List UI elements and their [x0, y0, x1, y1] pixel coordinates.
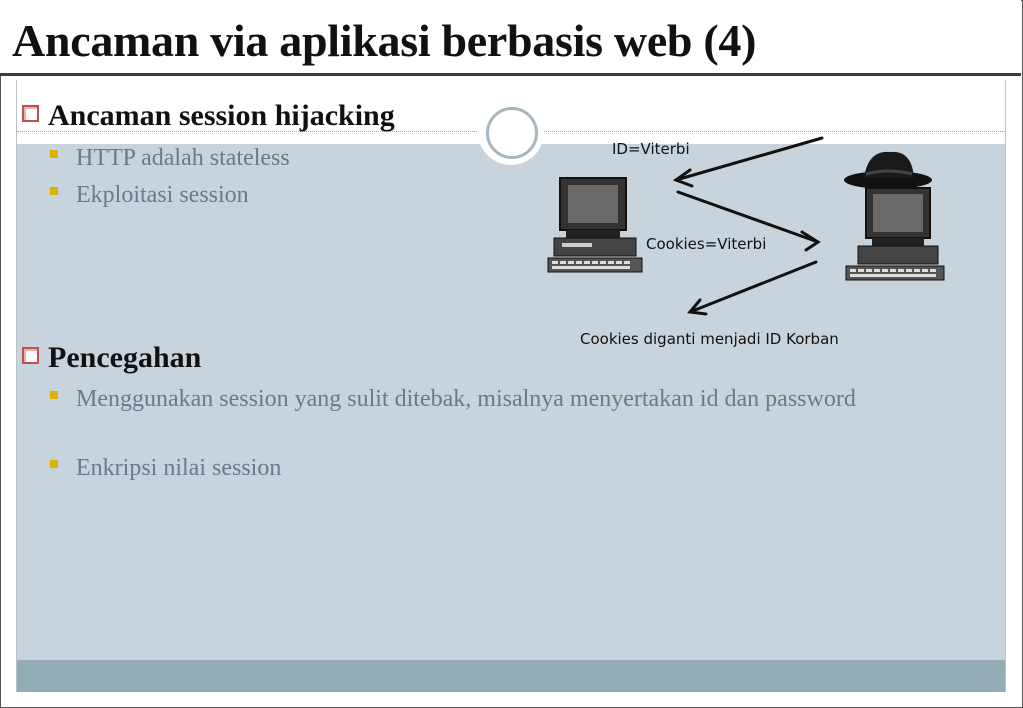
label-cookies: Cookies=Viterbi — [646, 235, 767, 253]
bullet-text: Enkripsi nilai session — [76, 455, 282, 481]
arrow-replaced-to-victim — [690, 262, 816, 312]
bullet-text: Menggunakan session yang sulit ditebak, misalnya menyertakan id dan password — [76, 386, 856, 412]
bullet-text: HTTP adalah stateless — [76, 145, 290, 171]
label-cookies-replaced: Cookies diganti menjadi ID Korban — [580, 330, 839, 348]
section-heading-text: Ancaman session hijacking — [48, 99, 395, 132]
slide-title: Ancaman via aplikasi berbasis web (4) — [12, 15, 757, 66]
label-id: ID=Viterbi — [612, 140, 690, 158]
arrow-id-to-victim — [676, 138, 822, 180]
section-heading-text: Pencegahan — [48, 341, 202, 374]
bullet-text: Ekploitasi session — [76, 182, 249, 208]
